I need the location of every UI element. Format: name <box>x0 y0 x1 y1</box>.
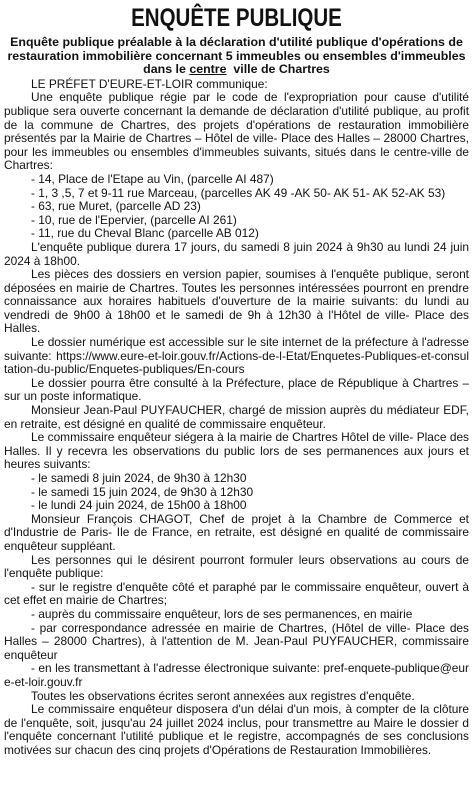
address-item: - 14, Place de l'Etape au Vin, (parcelle AI 487) <box>31 171 274 186</box>
deputy-commissioner-paragraph: Monsieur François CHAGOT, Chef de projet à la Chambre de Commerce et d'Industrie de Paris- Ile de France, en retraite, est désigné en qualité de commissaire enquêteur suppléant. <box>4 511 469 553</box>
subtitle-text-1: Enquête publique préalable à la déclaration d'utilité publique d'opérations de restauration immobilière concernant 5 immeubles ou ensembles d'immeubles dans le <box>7 35 466 77</box>
prefect-intro: LE PRÉFET D'EURE-ET-LOIR communique: <box>31 76 268 91</box>
annex-paragraph: Toutes les observations écrites seront annexées aux registres d'enquête. <box>31 688 415 703</box>
address-item: - 1, 3 ,5, 7 et 9-11 rue Marceau, (parcelles AK 49 -AK 50- AK 51- AK 52-AK 53) <box>31 185 446 200</box>
notice-subtitle <box>4 36 469 77</box>
session-item: - le samedi 8 juin 2024, de 9h30 à 12h30 <box>31 471 247 485</box>
address-item: - 63, rue Muret, (parcelle AD 23) <box>31 199 201 214</box>
observation-method-in-person: - auprès du commissaire enquêteur, lors de ses permanences, en mairie <box>31 606 413 621</box>
conclusion-paragraph: Le commissaire enquêteur disposera d'un délai d'un mois, à compter de la clôture de l'enquête, soit, jusqu'au 24 juillet 2024 inclus, pour transmettre au Maire le dossier d l'enquête concernant l'utilité publique et le registre, accompagnés de ses conclusions motivées sur chacun des cinq projets d'Opérations de Restauration Immobilières. <box>4 702 469 757</box>
subtitle-text-2: ville de Chartres <box>233 62 330 77</box>
address-item: - 11, rue du Cheval Blanc (parcelle AB 012) <box>31 226 259 241</box>
digital-file-paragraph: Le dossier numérique est accessible sur le site internet de la préfecture à l'adresse suivante: https://www.eure-et-loir.gouv.fr/Actions-de-l-Etat/Enquetes-Publiques-et-consultation-du-public/Enquetes-publiques/En-cours <box>4 335 469 377</box>
observation-method-email: - en les transmettant à l'adresse électronique suivante: pref-enquete-publique@eure-et-loir.gouv.fr <box>4 661 469 689</box>
documents-paragraph: Les pièces des dossiers en version papier, soumises à l'enquête publique, seront déposées en mairie de Chartres. Toutes les personnes intéressées pourront en prendre connaissance aux horaires habituels d'ouverture de la mairie suivants: du lundi au vendredi de 9h00 à 18h00 et le samedi de 9h à 12h30 à l'Hôtel de ville- Place des Halles. <box>4 267 469 336</box>
session-item: - le samedi 15 juin 2024, de 9h30 à 12h30 <box>31 484 254 499</box>
subtitle-underlined-word: centre <box>189 62 227 77</box>
observation-method-mail: - par correspondance adressée en mairie de Chartres, (Hôtel de ville- Place des Halles – 28000 Chartres), à l'attention de M. Jean-Paul PUYFAUCHER, commissaire enquêteur <box>4 620 469 662</box>
notice-title: ENQUÊTE PUBLIQUE <box>131 4 342 32</box>
address-item: - 10, rue de l'Epervier, (parcelle AI 261) <box>31 212 237 227</box>
notice-body <box>4 78 469 758</box>
commissioner-paragraph: Monsieur Jean-Paul PUYFAUCHER, chargé de mission auprès du médiateur EDF, en retraite, est désigné en qualité de commissaire enquêteur. <box>4 403 469 431</box>
duration-paragraph: L'enquête publique durera 17 jours, du samedi 8 juin 2024 à 9h30 au lundi 24 juin 2024 à 18h00. <box>4 239 469 268</box>
observations-intro-paragraph: Les personnes qui le désirent pourront formuler leurs observations au cours de l'enquête publique: <box>4 552 469 581</box>
observation-method-register: - sur le registre d'enquête côté et paraphé par le commissaire enquêteur, ouvert à cet effet en mairie de Chartres; <box>4 579 469 608</box>
inquiry-paragraph: Une enquête publique régie par le code de l'expropriation pour cause d'utilité publique sera ouverte concernant la demande de déclaration d'utilité publique, au profit de la commune de Chartres, des projets d'opérations de restauration immobilière présentés par la Mairie de Chartres – Hôtel de ville- Place des Halles – 28000 Chartres, pour les immeubles ou ensembles d'immeubles suivants, situés dans le centre-ville de Chartres: <box>4 90 469 173</box>
permanences-paragraph: Le commissaire enquêteur siégera à la mairie de Chartres Hôtel de ville- Place des Halles. Il y recevra les observations du public lors de ses permanences aux jours et heures suivants: <box>4 430 469 472</box>
session-item: - le lundi 24 juin 2024, de 15h00 à 18h00 <box>31 498 247 513</box>
prefecture-consultation-paragraph: Le dossier pourra être consulté à la Préfecture, place de République à Chartres – sur un poste informatique. <box>4 375 469 404</box>
